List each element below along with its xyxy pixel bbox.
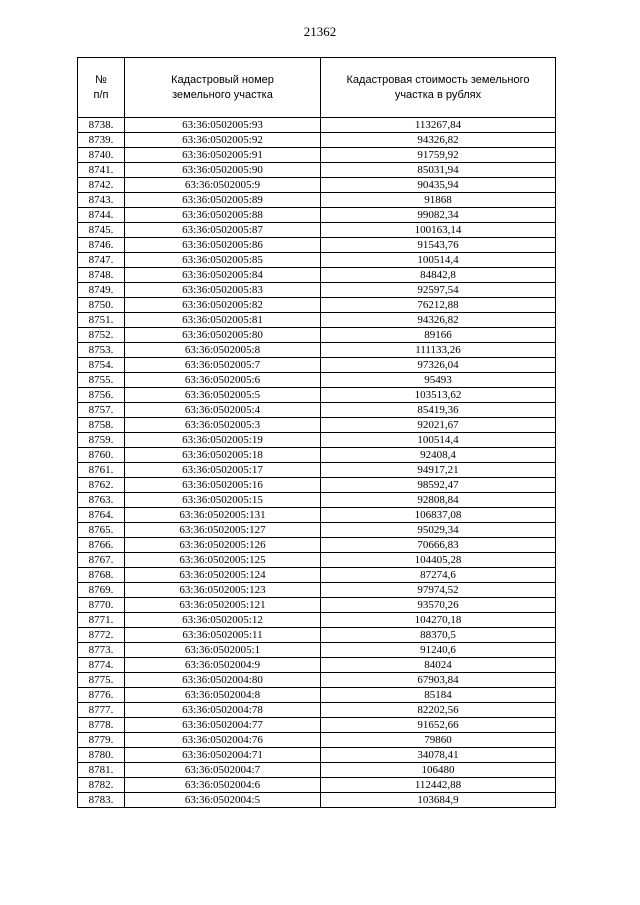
cell-cadastral-value: 84024 — [321, 658, 556, 673]
table-row — [78, 433, 556, 448]
cell-cadastral-value: 92408,4 — [321, 448, 556, 463]
cell-cadastral-number: 63:36:0502005:9 — [125, 178, 321, 193]
cell-cadastral-value: 85031,94 — [321, 163, 556, 178]
table-row — [78, 763, 556, 778]
table-row — [78, 523, 556, 538]
cell-cadastral-number: 63:36:0502005:18 — [125, 448, 321, 463]
cell-cadastral-number: 63:36:0502005:89 — [125, 193, 321, 208]
table-row — [78, 283, 556, 298]
table-row — [78, 748, 556, 763]
cell-cadastral-value: 76212,88 — [321, 298, 556, 313]
table-row — [78, 223, 556, 238]
table-row — [78, 538, 556, 553]
cell-cadastral-number: 63:36:0502005:88 — [125, 208, 321, 223]
cell-cadastral-number: 63:36:0502004:9 — [125, 658, 321, 673]
cell-cadastral-number: 63:36:0502005:16 — [125, 478, 321, 493]
cell-cadastral-number: 63:36:0502005:121 — [125, 598, 321, 613]
cell-row-number: 8748. — [78, 268, 125, 283]
cell-cadastral-number: 63:36:0502005:83 — [125, 283, 321, 298]
cell-cadastral-value: 70666,83 — [321, 538, 556, 553]
cell-row-number: 8751. — [78, 313, 125, 328]
cell-cadastral-value: 82202,56 — [321, 703, 556, 718]
cell-row-number: 8754. — [78, 358, 125, 373]
cell-cadastral-number: 63:36:0502005:80 — [125, 328, 321, 343]
table-row — [78, 508, 556, 523]
cell-row-number: 8762. — [78, 478, 125, 493]
cell-row-number: 8769. — [78, 583, 125, 598]
table-row — [78, 613, 556, 628]
cell-cadastral-number: 63:36:0502004:5 — [125, 793, 321, 808]
cell-row-number: 8779. — [78, 733, 125, 748]
cell-row-number: 8773. — [78, 643, 125, 658]
cell-row-number: 8763. — [78, 493, 125, 508]
table-row — [78, 463, 556, 478]
cell-row-number: 8738. — [78, 118, 125, 133]
cell-cadastral-value: 94326,82 — [321, 133, 556, 148]
cell-cadastral-value: 103684,9 — [321, 793, 556, 808]
cell-cadastral-number: 63:36:0502005:6 — [125, 373, 321, 388]
cell-row-number: 8749. — [78, 283, 125, 298]
cell-cadastral-value: 100163,14 — [321, 223, 556, 238]
cell-cadastral-number: 63:36:0502005:12 — [125, 613, 321, 628]
cell-row-number: 8765. — [78, 523, 125, 538]
cell-cadastral-number: 63:36:0502004:76 — [125, 733, 321, 748]
cell-row-number: 8766. — [78, 538, 125, 553]
cell-cadastral-number: 63:36:0502004:77 — [125, 718, 321, 733]
cell-cadastral-value: 106837,08 — [321, 508, 556, 523]
cell-cadastral-value: 91240,6 — [321, 643, 556, 658]
cell-row-number: 8759. — [78, 433, 125, 448]
cell-cadastral-value: 88370,5 — [321, 628, 556, 643]
cell-cadastral-number: 63:36:0502005:90 — [125, 163, 321, 178]
cell-cadastral-value: 89166 — [321, 328, 556, 343]
cell-cadastral-number: 63:36:0502004:6 — [125, 778, 321, 793]
cell-cadastral-number: 63:36:0502005:19 — [125, 433, 321, 448]
table-row — [78, 118, 556, 133]
cell-cadastral-value: 99082,34 — [321, 208, 556, 223]
cell-cadastral-value: 97974,52 — [321, 583, 556, 598]
cell-cadastral-number: 63:36:0502005:92 — [125, 133, 321, 148]
cell-cadastral-number: 63:36:0502005:123 — [125, 583, 321, 598]
table-row — [78, 598, 556, 613]
cell-cadastral-value: 95493 — [321, 373, 556, 388]
header-cadastral-number: Кадастровый номер земельного участка — [125, 58, 321, 118]
cell-cadastral-number: 63:36:0502005:85 — [125, 253, 321, 268]
table-row — [78, 493, 556, 508]
cell-row-number: 8760. — [78, 448, 125, 463]
table-row — [78, 328, 556, 343]
cell-cadastral-number: 63:36:0502005:81 — [125, 313, 321, 328]
cell-row-number: 8776. — [78, 688, 125, 703]
cell-cadastral-value: 103513,62 — [321, 388, 556, 403]
cell-row-number: 8782. — [78, 778, 125, 793]
cell-row-number: 8777. — [78, 703, 125, 718]
cell-row-number: 8746. — [78, 238, 125, 253]
cell-cadastral-number: 63:36:0502005:84 — [125, 268, 321, 283]
table-row — [78, 733, 556, 748]
cell-cadastral-value: 93570,26 — [321, 598, 556, 613]
table-row — [78, 628, 556, 643]
cell-cadastral-number: 63:36:0502005:5 — [125, 388, 321, 403]
cell-cadastral-number: 63:36:0502005:7 — [125, 358, 321, 373]
cell-cadastral-value: 112442,88 — [321, 778, 556, 793]
table-row — [78, 778, 556, 793]
cell-cadastral-value: 97326,04 — [321, 358, 556, 373]
cell-cadastral-value: 106480 — [321, 763, 556, 778]
cell-row-number: 8770. — [78, 598, 125, 613]
table-row — [78, 133, 556, 148]
cell-cadastral-number: 63:36:0502005:126 — [125, 538, 321, 553]
cell-row-number: 8741. — [78, 163, 125, 178]
cell-cadastral-value: 91759,92 — [321, 148, 556, 163]
cadastral-value-table — [77, 57, 556, 808]
cell-cadastral-value: 87274,6 — [321, 568, 556, 583]
table-row — [78, 268, 556, 283]
cell-cadastral-value: 91543,76 — [321, 238, 556, 253]
table-row — [78, 673, 556, 688]
header-cadastral-value: Кадастровая стоимость земельного участка в рублях — [321, 58, 556, 118]
cell-row-number: 8757. — [78, 403, 125, 418]
cell-cadastral-number: 63:36:0502004:71 — [125, 748, 321, 763]
table-row — [78, 193, 556, 208]
cell-row-number: 8747. — [78, 253, 125, 268]
table-row — [78, 478, 556, 493]
cell-cadastral-value: 113267,84 — [321, 118, 556, 133]
table-row — [78, 658, 556, 673]
cell-row-number: 8780. — [78, 748, 125, 763]
table-row — [78, 298, 556, 313]
table-header-row — [78, 58, 556, 118]
cell-cadastral-value: 85419,36 — [321, 403, 556, 418]
table-row — [78, 358, 556, 373]
cell-row-number: 8774. — [78, 658, 125, 673]
cell-cadastral-number: 63:36:0502005:131 — [125, 508, 321, 523]
table-row — [78, 343, 556, 358]
cell-row-number: 8742. — [78, 178, 125, 193]
table-row — [78, 448, 556, 463]
cell-row-number: 8764. — [78, 508, 125, 523]
cell-row-number: 8758. — [78, 418, 125, 433]
cell-row-number: 8768. — [78, 568, 125, 583]
table-row — [78, 388, 556, 403]
cell-row-number: 8739. — [78, 133, 125, 148]
header-row-number: № п/п — [78, 58, 125, 118]
cell-cadastral-value: 91652,66 — [321, 718, 556, 733]
cell-cadastral-value: 92597,54 — [321, 283, 556, 298]
table-row — [78, 583, 556, 598]
cell-row-number: 8752. — [78, 328, 125, 343]
cell-cadastral-value: 94326,82 — [321, 313, 556, 328]
cell-row-number: 8740. — [78, 148, 125, 163]
cell-cadastral-value: 104270,18 — [321, 613, 556, 628]
cell-cadastral-value: 91868 — [321, 193, 556, 208]
cell-cadastral-number: 63:36:0502005:87 — [125, 223, 321, 238]
cell-cadastral-value: 98592,47 — [321, 478, 556, 493]
cell-cadastral-value: 100514,4 — [321, 253, 556, 268]
table-row — [78, 418, 556, 433]
cell-cadastral-value: 92021,67 — [321, 418, 556, 433]
cell-cadastral-number: 63:36:0502004:80 — [125, 673, 321, 688]
cell-row-number: 8750. — [78, 298, 125, 313]
cell-row-number: 8744. — [78, 208, 125, 223]
cell-cadastral-number: 63:36:0502005:82 — [125, 298, 321, 313]
table-row — [78, 403, 556, 418]
table-row — [78, 718, 556, 733]
table-row — [78, 373, 556, 388]
table-row — [78, 793, 556, 808]
table-body — [78, 118, 556, 808]
cell-cadastral-value: 79860 — [321, 733, 556, 748]
cell-cadastral-value: 84842,8 — [321, 268, 556, 283]
cell-cadastral-number: 63:36:0502005:15 — [125, 493, 321, 508]
cell-cadastral-value: 67903,84 — [321, 673, 556, 688]
table-row — [78, 553, 556, 568]
table-row — [78, 568, 556, 583]
cell-cadastral-number: 63:36:0502005:17 — [125, 463, 321, 478]
table-row — [78, 208, 556, 223]
table-row — [78, 703, 556, 718]
cell-row-number: 8753. — [78, 343, 125, 358]
table-row — [78, 238, 556, 253]
cell-row-number: 8767. — [78, 553, 125, 568]
cell-cadastral-number: 63:36:0502004:78 — [125, 703, 321, 718]
cell-cadastral-number: 63:36:0502005:125 — [125, 553, 321, 568]
cell-cadastral-number: 63:36:0502005:124 — [125, 568, 321, 583]
cell-row-number: 8778. — [78, 718, 125, 733]
cell-cadastral-value: 94917,21 — [321, 463, 556, 478]
cell-cadastral-value: 111133,26 — [321, 343, 556, 358]
cell-cadastral-number: 63:36:0502005:86 — [125, 238, 321, 253]
cell-row-number: 8743. — [78, 193, 125, 208]
cell-cadastral-number: 63:36:0502004:7 — [125, 763, 321, 778]
cell-cadastral-number: 63:36:0502005:11 — [125, 628, 321, 643]
cell-row-number: 8772. — [78, 628, 125, 643]
cell-cadastral-number: 63:36:0502005:8 — [125, 343, 321, 358]
table-row — [78, 643, 556, 658]
cell-cadastral-number: 63:36:0502005:3 — [125, 418, 321, 433]
cell-row-number: 8761. — [78, 463, 125, 478]
table-row — [78, 163, 556, 178]
cell-cadastral-value: 95029,34 — [321, 523, 556, 538]
cell-cadastral-number: 63:36:0502005:91 — [125, 148, 321, 163]
table-row — [78, 313, 556, 328]
cell-cadastral-number: 63:36:0502005:127 — [125, 523, 321, 538]
cell-cadastral-value: 92808,84 — [321, 493, 556, 508]
cell-row-number: 8755. — [78, 373, 125, 388]
page-number: 21362 — [303, 24, 337, 39]
cell-cadastral-value: 90435,94 — [321, 178, 556, 193]
cell-cadastral-number: 63:36:0502005:1 — [125, 643, 321, 658]
cell-cadastral-value: 34078,41 — [321, 748, 556, 763]
table-row — [78, 688, 556, 703]
table-row — [78, 178, 556, 193]
table-row — [78, 148, 556, 163]
cell-row-number: 8781. — [78, 763, 125, 778]
cell-row-number: 8771. — [78, 613, 125, 628]
cell-cadastral-value: 100514,4 — [321, 433, 556, 448]
cell-cadastral-value: 85184 — [321, 688, 556, 703]
cell-row-number: 8775. — [78, 673, 125, 688]
cell-cadastral-number: 63:36:0502004:8 — [125, 688, 321, 703]
cell-row-number: 8745. — [78, 223, 125, 238]
cell-cadastral-value: 104405,28 — [321, 553, 556, 568]
cell-cadastral-number: 63:36:0502005:4 — [125, 403, 321, 418]
cell-cadastral-number: 63:36:0502005:93 — [125, 118, 321, 133]
cell-row-number: 8783. — [78, 793, 125, 808]
table-row — [78, 253, 556, 268]
cell-row-number: 8756. — [78, 388, 125, 403]
